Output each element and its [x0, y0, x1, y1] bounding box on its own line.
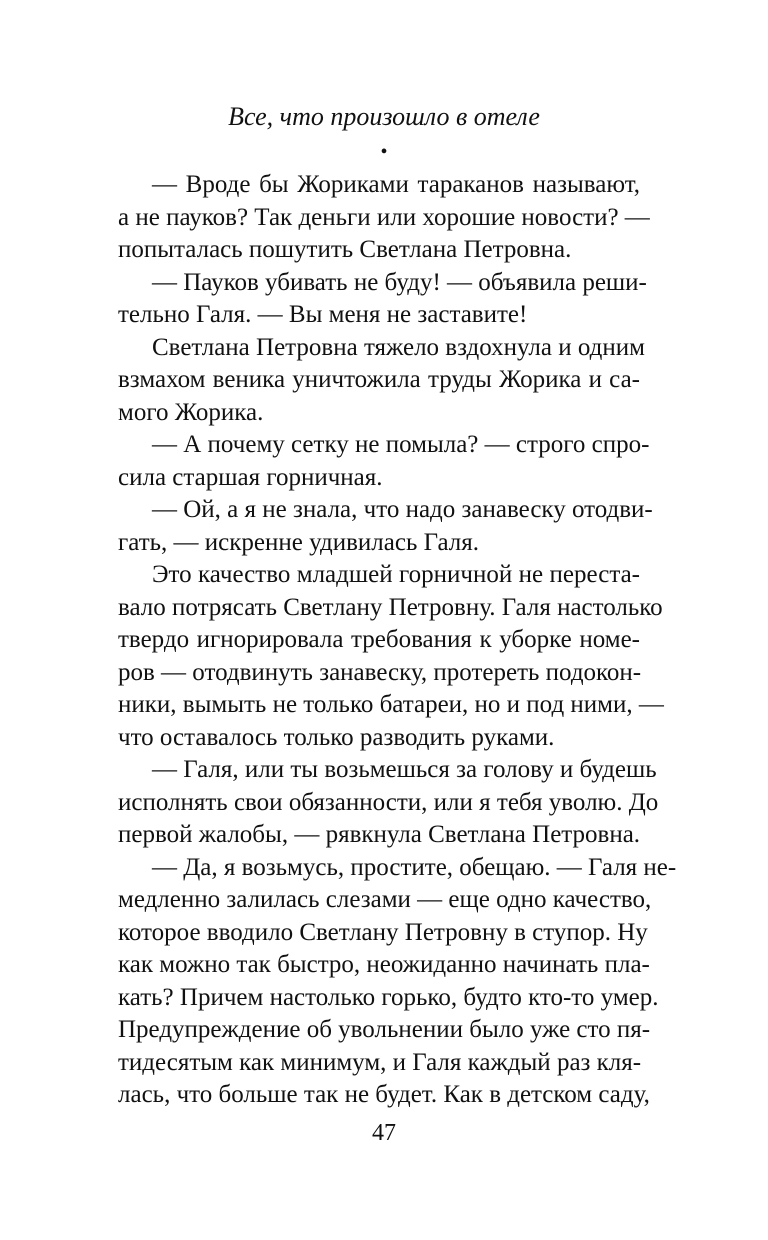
running-head: Все, что произошло в отеле	[228, 102, 540, 131]
text-line: — Ой, а я не знала, что надо занавеску отодви-	[152, 496, 653, 523]
text-line: которое вводило Светлану Петровну в ступор. Ну	[118, 918, 648, 946]
text-line: как можно так быстро, неожиданно начинать пла-	[118, 951, 650, 978]
text-line: а не пауков? Так деньги или хорошие новости? —	[118, 203, 650, 231]
body-text	[118, 169, 677, 1112]
text-line: ров — отодвинуть занавеску, протереть подокон-	[118, 658, 642, 686]
text-line: вало потрясать Светлану Петровну. Галя настолько	[118, 593, 663, 621]
text-line: Это качество младшей горничной не переста-	[152, 561, 640, 588]
text-line: — Вроде бы Жориками тараканов называют,	[152, 171, 640, 198]
text-line: медленно залилась слезами — еще одно качество,	[118, 886, 652, 913]
text-line: ники, вымыть не только батареи, но и под ними, —	[118, 691, 664, 718]
text-line: сила старшая горничная.	[118, 463, 383, 491]
text-line: Светлана Петровна тяжело вздохнула и одним	[152, 333, 645, 361]
text-line: лась, что больше так не будет. Как в детском саду,	[118, 1081, 650, 1108]
text-line: попыталась пошутить Светлана Петровна.	[118, 236, 572, 263]
text-line: тельно Галя. — Вы меня не заставите!	[118, 301, 528, 328]
text-line: что оставалось только разводить руками.	[118, 723, 555, 751]
text-line: тидесятым как минимум, и Галя каждый раз кля-	[118, 1048, 642, 1076]
text-line: гать, — искренне удивилась Галя.	[118, 528, 479, 556]
text-line: твердо игнорировала требования к уборке номе-	[118, 626, 640, 653]
text-line: взмахом веника уничтожила труды Жорика и са-	[118, 366, 640, 393]
text-line: — А почему сетку не помыла? — строго спро-	[152, 431, 650, 458]
section-bullet: •	[380, 141, 388, 163]
text-line: исполнять свои обязанности, или я тебя уволю. До	[118, 788, 659, 816]
text-line: — Галя, или ты возьмешься за голову и будешь	[152, 756, 657, 783]
text-line: Предупреждение об увольнении было уже сто пя-	[118, 1016, 651, 1043]
text-line: — Пауков убивать не буду! — объявила реши-	[152, 268, 647, 296]
text-line: первой жалобы, — рявкнула Светлана Петровна.	[118, 821, 641, 848]
text-line: кать? Причем настолько горько, будто кто-то умер.	[118, 983, 659, 1011]
page-number: 47	[372, 1120, 396, 1146]
text-line: — Да, я возьмусь, простите, обещаю. — Галя не-	[152, 853, 677, 881]
text-line: мого Жорика.	[118, 398, 264, 426]
